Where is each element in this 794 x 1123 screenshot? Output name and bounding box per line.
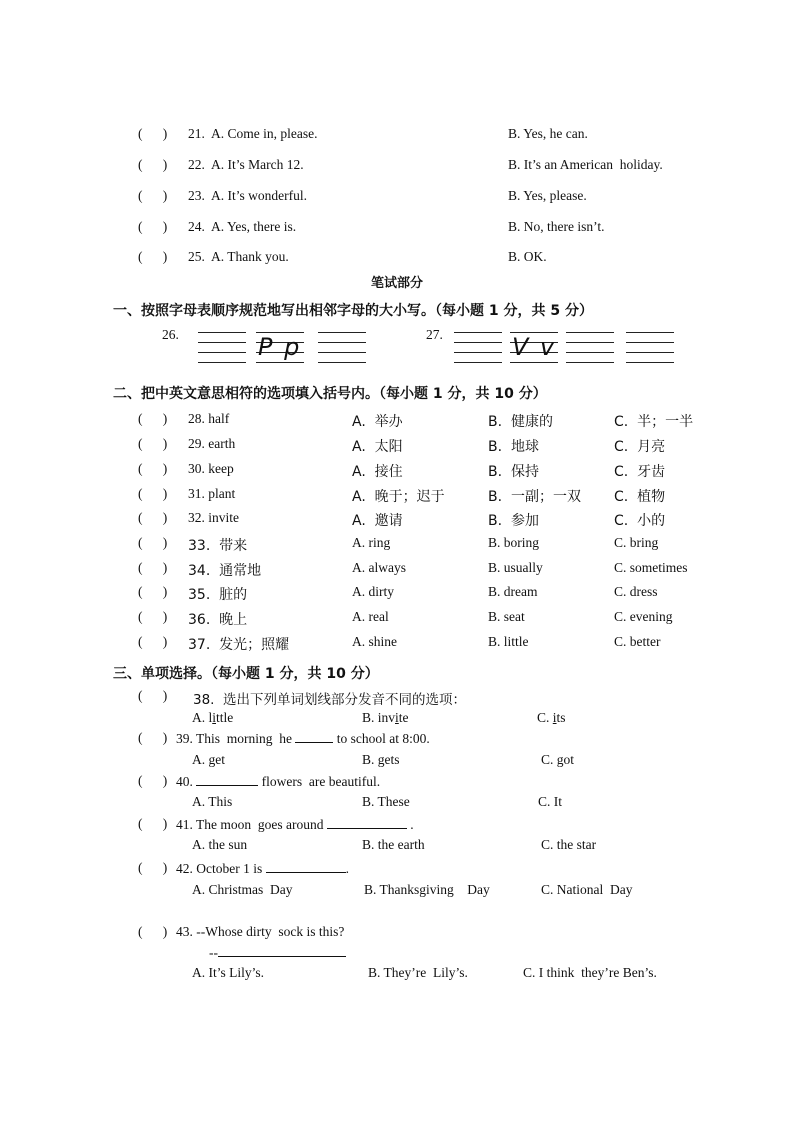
match-question: 34. 通常地 — [188, 563, 262, 579]
matching-row-28 — [0, 411, 794, 433]
match-option-a: A. real — [352, 609, 389, 624]
option-b: B. They’re Lily’s. — [368, 965, 468, 980]
option-c: C. National Day — [541, 882, 633, 897]
option-a: A. Come in, please. — [211, 126, 318, 141]
option-b: B. the earth — [362, 837, 425, 852]
match-option-c: C. 小的 — [614, 513, 666, 529]
match-question: 35. 脏的 — [188, 587, 248, 603]
option-b: B. Yes, he can. — [508, 126, 588, 141]
answer-bracket[interactable]: ( ) — [138, 535, 168, 550]
handwritten-letters-26: P p — [258, 333, 302, 361]
answer-blank[interactable] — [218, 944, 346, 957]
question-number: 23. — [188, 188, 205, 203]
option-b: B. These — [362, 794, 410, 809]
answer-bracket[interactable]: ( ) — [138, 486, 168, 501]
option-a: A. It’s wonderful. — [211, 188, 307, 203]
answer-blank[interactable] — [295, 730, 333, 743]
option-a: A. Christmas Day — [192, 882, 293, 897]
option-c: C. the star — [541, 837, 597, 852]
listening-question-25 — [0, 249, 794, 269]
match-option-b: B. usually — [488, 560, 543, 575]
match-option-c: C. better — [614, 634, 661, 649]
match-option-b: B. 保持 — [488, 464, 539, 480]
answer-bracket[interactable]: ( ) — [138, 773, 168, 788]
question-27-number: 27. — [426, 327, 443, 342]
matching-row-35 — [0, 584, 794, 606]
match-option-c: C. dress — [614, 584, 658, 599]
answer-bracket[interactable]: ( ) — [138, 157, 168, 172]
option-b: B. No, there isn’t. — [508, 219, 605, 234]
matching-row-37 — [0, 634, 794, 656]
match-question: 33. 带来 — [188, 538, 248, 554]
handwritten-letters-27: V v — [512, 333, 557, 361]
match-option-c: C. 植物 — [614, 489, 666, 505]
answer-blank[interactable] — [196, 773, 258, 786]
match-option-a: A. 接住 — [352, 464, 403, 480]
match-option-b: B. 一副；一双 — [488, 489, 581, 505]
answer-bracket[interactable]: ( ) — [138, 510, 168, 525]
option-c: C. It — [538, 794, 563, 809]
match-option-b: B. boring — [488, 535, 540, 550]
match-option-a: A. 晚于；迟于 — [352, 489, 445, 505]
option-a: A. It’s Lily’s. — [192, 965, 265, 980]
option-b: B. Yes, please. — [508, 188, 587, 203]
answer-bracket[interactable]: ( ) — [138, 411, 168, 426]
writing-grid-27-3[interactable] — [566, 332, 614, 362]
writing-grid-27-2[interactable] — [510, 332, 558, 362]
listening-question-21 — [0, 126, 794, 146]
section-2-heading: 二、把中英文意思相符的选项填入括号内。（每小题 1 分，共 10 分） — [113, 386, 547, 402]
match-option-c: C. 月亮 — [614, 439, 666, 455]
answer-bracket[interactable]: ( ) — [138, 249, 168, 264]
question-number: 22. — [188, 157, 205, 172]
match-option-a: A. ring — [352, 535, 391, 550]
section-1-heading: 一、按照字母表顺序规范地写出相邻字母的大小写。（每小题 1 分，共 5 分） — [113, 303, 593, 319]
match-option-c: C. evening — [614, 609, 673, 624]
question-number: 24. — [188, 219, 205, 234]
question-stem: 43. --Whose dirty sock is this? — [176, 924, 345, 939]
answer-bracket[interactable]: ( ) — [138, 436, 168, 451]
listening-question-22 — [0, 157, 794, 177]
listening-question-23 — [0, 188, 794, 208]
question-stem: 39. This morning he to school at 8:00. — [176, 731, 430, 746]
answer-bracket[interactable]: ( ) — [138, 560, 168, 575]
answer-bracket[interactable]: ( ) — [138, 126, 168, 141]
option-a: A. get — [192, 752, 225, 767]
match-question: 36. 晚上 — [188, 612, 248, 628]
matching-row-31 — [0, 486, 794, 508]
writing-grid-27-4[interactable] — [626, 332, 674, 362]
answer-bracket[interactable]: ( ) — [138, 634, 168, 649]
match-question: 32. invite — [188, 510, 239, 525]
matching-row-32 — [0, 510, 794, 532]
matching-row-30 — [0, 461, 794, 483]
match-question: 28. half — [188, 411, 230, 426]
match-option-a: A. 举办 — [352, 414, 403, 430]
writing-grid-26-3[interactable] — [318, 332, 366, 362]
match-option-b: B. dream — [488, 584, 538, 599]
match-option-a: A. dirty — [352, 584, 394, 599]
answer-bracket[interactable]: ( ) — [138, 584, 168, 599]
match-option-b: B. 健康的 — [488, 414, 553, 430]
option-c: C. got — [541, 752, 575, 767]
match-question: 31. plant — [188, 486, 236, 501]
option-b: B. Thanksgiving Day — [364, 882, 490, 897]
answer-bracket[interactable]: ( ) — [138, 219, 168, 234]
match-question: 29. earth — [188, 436, 236, 451]
option-a: A. the sun — [192, 837, 248, 852]
section-3-heading: 三、单项选择。（每小题 1 分，共 10 分） — [113, 666, 379, 682]
question-number: 21. — [188, 126, 205, 141]
answer-bracket[interactable]: ( ) — [138, 461, 168, 476]
matching-row-33 — [0, 535, 794, 557]
option-b: B. It’s an American holiday. — [508, 157, 663, 172]
match-question: 37. 发光；照耀 — [188, 637, 290, 653]
option-a: A. This — [192, 794, 233, 809]
option-a: A. Thank you. — [211, 249, 289, 264]
match-option-a: A. always — [352, 560, 406, 575]
matching-row-29 — [0, 436, 794, 458]
option-a: A. Yes, there is. — [211, 219, 297, 234]
option-c: C. its — [537, 710, 566, 725]
match-option-c: C. bring — [614, 535, 659, 550]
option-b: B. invite — [362, 710, 409, 725]
option-b: B. gets — [362, 752, 400, 767]
written-section-title: 笔试部分 — [370, 276, 423, 291]
listening-question-24 — [0, 219, 794, 239]
match-option-c: C. 牙齿 — [614, 464, 666, 480]
answer-blank[interactable] — [266, 860, 346, 873]
answer-bracket[interactable]: ( ) — [138, 188, 168, 203]
question-number: 25. — [188, 249, 205, 264]
match-option-b: B. 地球 — [488, 439, 539, 455]
reply-line: -- — [209, 944, 346, 961]
match-option-b: B. 参加 — [488, 513, 539, 529]
question-26-number: 26. — [162, 327, 179, 342]
answer-bracket[interactable]: ( ) — [138, 688, 168, 703]
question-stem: 40. flowers are beautiful. — [176, 774, 381, 789]
match-option-a: A. 太阳 — [352, 439, 403, 455]
match-option-b: B. seat — [488, 609, 525, 624]
question-stem: 38. 选出下列单词划线部分发音不同的选项： — [193, 692, 467, 708]
writing-grid-27-1[interactable] — [454, 332, 502, 362]
question-stem: 41. The moon goes around . — [176, 817, 414, 832]
answer-bracket[interactable]: ( ) — [138, 609, 168, 624]
option-a: A. It’s March 12. — [211, 157, 304, 172]
question-stem: 42. October 1 is . — [176, 861, 349, 876]
match-option-a: A. shine — [352, 634, 397, 649]
match-option-c: C. sometimes — [614, 560, 688, 575]
match-option-a: A. 邀请 — [352, 513, 403, 529]
matching-row-36 — [0, 609, 794, 631]
option-a: A. little — [192, 710, 234, 725]
writing-grid-26-1[interactable] — [198, 332, 246, 362]
answer-blank[interactable] — [327, 816, 407, 829]
match-option-b: B. little — [488, 634, 529, 649]
answer-bracket[interactable]: ( ) — [138, 730, 168, 745]
answer-bracket[interactable]: ( ) — [138, 924, 168, 939]
matching-row-34 — [0, 560, 794, 582]
writing-grid-26-2[interactable] — [256, 332, 304, 362]
match-question: 30. keep — [188, 461, 234, 476]
option-b: B. OK. — [508, 249, 547, 264]
option-c: C. I think they’re Ben’s. — [523, 965, 657, 980]
answer-bracket[interactable]: ( ) — [138, 860, 168, 875]
match-option-c: C. 半；一半 — [614, 414, 694, 430]
answer-bracket[interactable]: ( ) — [138, 816, 168, 831]
